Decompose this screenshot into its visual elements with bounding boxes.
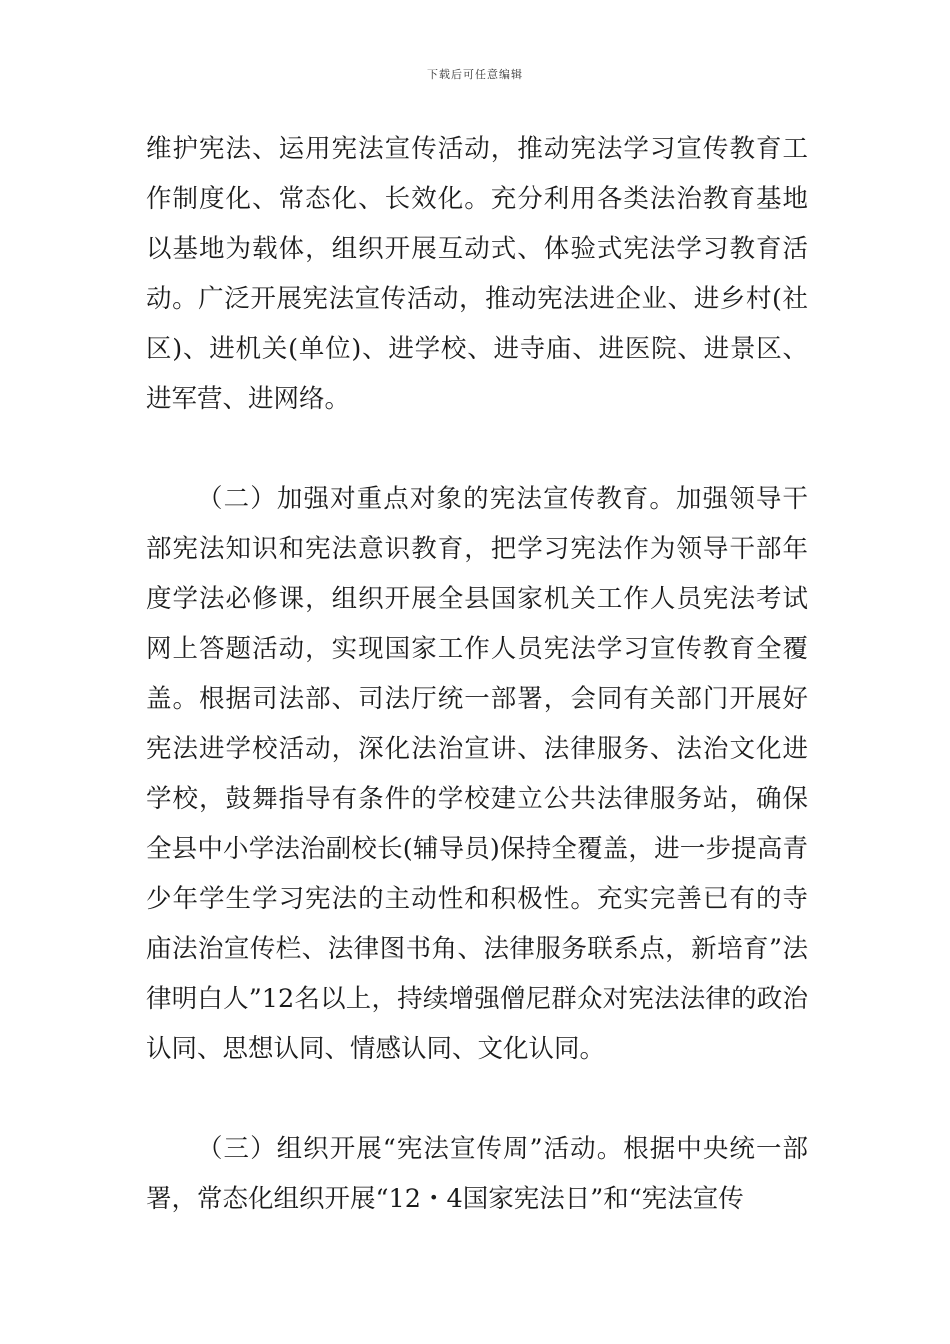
document-body [146, 124, 808, 1224]
paragraph-section-2: （二）加强对重点对象的宪法宣传教育。加强领导干部宪法知识和宪法意识教育，把学习宪法作为领导干部年度学法必修课，组织开展全县国家机关工作人员宪法考试网上答题活动，实现国家工作人员宪法学习宣传教育全覆盖。根据司法部、司法厅统一部署，会同有关部门开展好宪法进学校活动，深化法治宣讲、法律服务、法治文化进学校，鼓舞指导有条件的学校建立公共法律服务站，确保全县中小学法治副校长(辅导员)保持全覆盖，进一步提高青少年学生学习宪法的主动性和积极性。充实完善已有的寺庙法治宣传栏、法律图书角、法律服务联系点，新培育”法律明白人”12名以上，持续增强僧尼群众对宪法法律的政治认同、思想认同、情感认同、文化认同。 [146, 484, 808, 1064]
paragraph-gap [146, 424, 808, 474]
paragraph-gap [146, 1074, 808, 1124]
header-note: 下载后可任意编辑 [427, 68, 523, 81]
paragraph-section-3: （三）组织开展“宪法宣传周”活动。根据中央统一部署，常态化组织开展“12・4国家宪法日”和“宪法宣传 [146, 1134, 808, 1214]
paragraph-continuation: 维护宪法、运用宪法宣传活动，推动宪法学习宣传教育工作制度化、常态化、长效化。充分利用各类法治教育基地以基地为载体，组织开展互动式、体验式宪法学习教育活动。广泛开展宪法宣传活动，推动宪法进企业、进乡村(社区)、进机关(单位)、进学校、进寺庙、进医院、进景区、进军营、进网络。 [146, 134, 808, 414]
